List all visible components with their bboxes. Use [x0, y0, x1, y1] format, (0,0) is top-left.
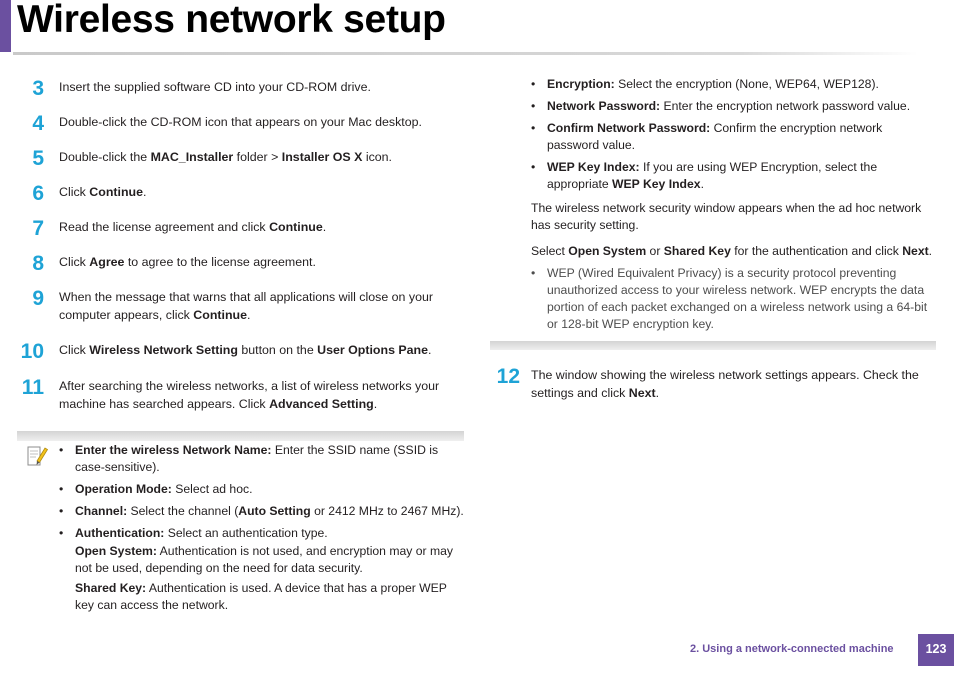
separator-bar: [490, 341, 936, 350]
page-title: Wireless network setup: [17, 0, 446, 41]
item-text: Select the encryption (None, WEP64, WEP128).: [614, 77, 879, 91]
item-text: Enter the SSID name (SSID is case-sensitive).: [75, 443, 439, 474]
item-text: Confirm the encryption network password value.: [547, 121, 883, 152]
bold-text: Agree: [89, 255, 125, 269]
step-text: [59, 253, 464, 271]
note-pencil-icon: [26, 444, 48, 468]
bullet: •: [59, 526, 64, 540]
text: to agree to the license agreement.: [124, 255, 316, 269]
text: When the message that warns that all applications will close on your computer appears, click: [59, 290, 433, 322]
step-text: [531, 366, 936, 402]
text: Click: [59, 185, 90, 199]
text: .: [428, 343, 432, 357]
right-item: [531, 98, 936, 115]
item-text: or 2412 MHz to 2467 MHz).: [310, 504, 464, 518]
text: Insert the supplied software CD into your CD-ROM drive.: [59, 80, 371, 94]
bold-text: Continue: [89, 185, 143, 199]
text: button on the: [237, 343, 318, 357]
item-label: Operation Mode:: [75, 482, 172, 496]
step-number: 6: [32, 182, 44, 205]
bullet: •: [531, 121, 536, 135]
title-rule: [13, 52, 918, 55]
step-number: 9: [32, 287, 44, 310]
item-text: Select the channel (: [127, 504, 239, 518]
step-text: [59, 113, 464, 131]
text: Click: [59, 343, 90, 357]
step-text: [59, 341, 464, 359]
bold-text: Next: [628, 386, 656, 400]
item-label: Network Password:: [547, 99, 661, 113]
item-label: Encryption:: [547, 77, 615, 91]
text: for the authentication and click: [730, 244, 903, 258]
item-text: .: [700, 177, 704, 191]
bullet: •: [59, 504, 64, 518]
note-item: [59, 481, 464, 498]
sub-label: Open System:: [75, 544, 157, 558]
text: .: [322, 220, 327, 234]
right-item: [531, 120, 936, 154]
step-text: [59, 288, 464, 324]
step-number: 4: [32, 112, 44, 135]
text: .: [246, 308, 251, 322]
step-text: [59, 183, 464, 201]
step-text: [59, 377, 464, 413]
sub-item: [75, 580, 464, 614]
note-item: [59, 442, 464, 476]
text: After searching the wireless networks, a list of wireless networks your machine has searched appears. Click: [59, 379, 440, 411]
step-text: [59, 218, 464, 236]
text: .: [373, 397, 378, 411]
note-bar: [17, 431, 464, 441]
title-accent-bar: [0, 0, 11, 52]
bullet: •: [59, 443, 64, 457]
right-item: [531, 159, 936, 193]
bold-text: Next: [902, 244, 929, 258]
bold-text: Shared Key: [663, 244, 731, 258]
text: .: [142, 185, 147, 199]
bullet: •: [531, 160, 536, 174]
bold-text: MAC_Installer: [150, 150, 234, 164]
item-label: WEP Key Index: [612, 177, 701, 191]
step-text: [59, 148, 464, 166]
bullet: •: [531, 99, 536, 113]
step-number: 10: [20, 340, 44, 363]
wep-note-item: [531, 265, 936, 333]
text: Click: [59, 255, 90, 269]
item-label: Channel:: [75, 504, 128, 518]
item-label: Auto Setting: [238, 504, 311, 518]
item-text: Select an authentication type.: [164, 526, 328, 540]
sub-text: Authentication is used. A device that has a proper WEP key can access the network.: [75, 581, 447, 612]
text: folder >: [233, 150, 282, 164]
text: Select: [531, 244, 569, 258]
step-number: 8: [32, 252, 44, 275]
right-note-list: [531, 265, 936, 338]
item-text: Select ad hoc.: [171, 482, 253, 496]
text: or: [646, 244, 664, 258]
item-label: Enter the wireless Network Name:: [75, 443, 272, 457]
bold-text: User Options Pane: [317, 343, 429, 357]
text: icon.: [362, 150, 392, 164]
step-number: 3: [32, 77, 44, 100]
sub-item: [75, 543, 464, 577]
step-number: 5: [32, 147, 44, 170]
note-list: [59, 442, 464, 619]
right-item: [531, 76, 936, 93]
item-text: If you are using WEP Encryption, select the appropriate: [547, 160, 878, 191]
step-number: 12: [496, 365, 520, 388]
bold-text: Installer OS X: [281, 150, 363, 164]
text: The window showing the wireless network settings appears. Check the settings and click: [531, 368, 919, 400]
bullet: •: [531, 77, 536, 91]
note-item: [59, 503, 464, 520]
footer-chapter: 2. Using a network-connected machine: [690, 643, 894, 655]
note-item: [59, 525, 464, 614]
page-number: 123: [918, 634, 954, 666]
item-label: Authentication:: [75, 526, 165, 540]
bullet: •: [531, 266, 536, 280]
bold-text: Continue: [193, 308, 247, 322]
right-bullet-list: [531, 76, 936, 198]
bold-text: Wireless Network Setting: [89, 343, 238, 357]
sub-text: Authentication is not used, and encryption may or may not be used, depending on the need for data security.: [75, 544, 454, 575]
item-text: Enter the encryption network password value.: [660, 99, 911, 113]
step-text: [59, 78, 464, 96]
text: Double-click the: [59, 150, 151, 164]
text: Double-click the CD-ROM icon that appears on your Mac desktop.: [59, 115, 422, 129]
bold-text: Continue: [269, 220, 323, 234]
right-para-security: The wireless network security window appears when the ad hoc network has security setting.: [531, 201, 922, 232]
bold-text: Advanced Setting: [269, 397, 374, 411]
item-label: WEP Key Index:: [547, 160, 640, 174]
bullet: •: [59, 482, 64, 496]
right-para-authentication: [531, 243, 936, 260]
text: Read the license agreement and click: [59, 220, 270, 234]
wep-note-text: WEP (Wired Equivalent Privacy) is a security protocol preventing unauthorized access to your wireless network. WEP encrypts the data portion of each packet exchanged on a wireless network using a 64-bit or 128-bit WEP encryption key.: [547, 266, 928, 331]
step-number: 7: [32, 217, 44, 240]
bold-text: Open System: [568, 244, 647, 258]
step-number: 11: [21, 376, 44, 399]
sub-label: Shared Key:: [75, 581, 147, 595]
text: .: [928, 244, 933, 258]
text: .: [655, 386, 660, 400]
item-label: Confirm Network Password:: [547, 121, 711, 135]
